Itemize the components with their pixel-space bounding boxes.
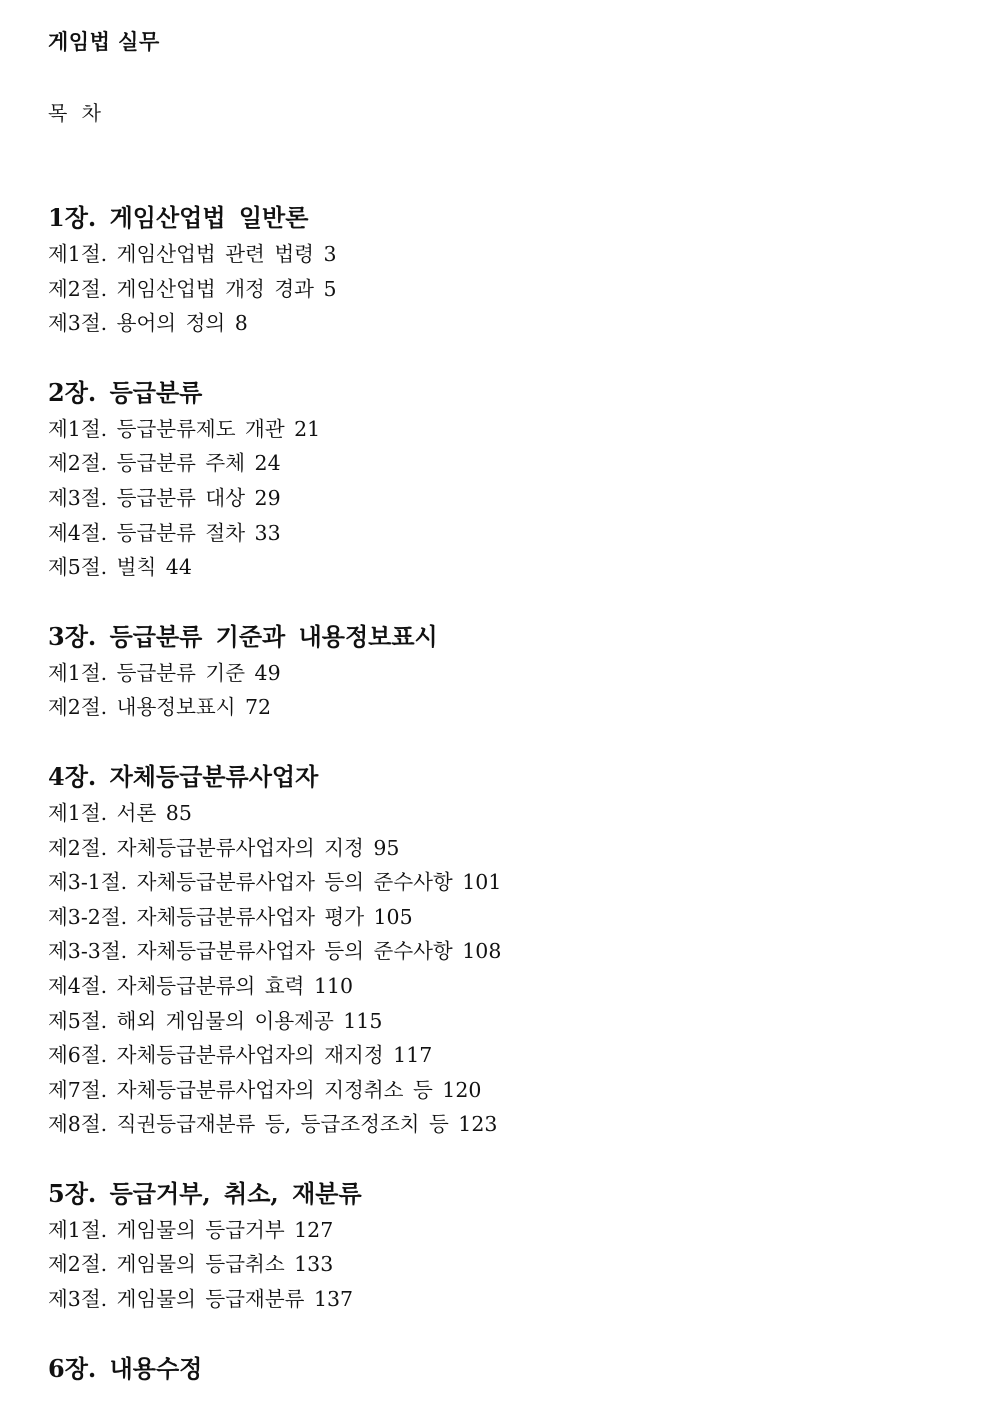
toc-section-entry: 제3-1절. 자체등급분류사업자 등의 준수사항 101 (48, 870, 502, 895)
toc-section-entry: 제2절. 내용정보표시 72 (48, 695, 272, 720)
chapter-title: 4장. 자체등급분류사업자 (48, 761, 319, 791)
chapter-title: 5장. 등급거부, 취소, 재분류 (48, 1178, 362, 1208)
toc-heading: 목 차 (48, 101, 105, 125)
toc-section-entry: 제1절. 게임산업법 관련 법령 3 (48, 242, 337, 266)
toc-section-entry: 제5절. 해외 게임물의 이용제공 115 (48, 1008, 383, 1033)
document-title: 게임법 실무 (48, 30, 160, 54)
toc-section-entry: 제1절. 등급분류 기준 49 (48, 660, 281, 685)
toc-section-entry: 제2절. 게임물의 등급취소 133 (48, 1252, 334, 1277)
chapter-title: 6장. 내용수정 (48, 1353, 203, 1383)
chapter-block (48, 374, 948, 585)
table-of-contents (48, 199, 948, 1421)
toc-section-entry: 제3절. 게임물의 등급재분류 137 (48, 1287, 354, 1312)
toc-section-entry: 제6절. 자체등급분류사업자의 재지정 117 (48, 1043, 433, 1068)
toc-section-entry: 제1절. 서론 85 (48, 800, 192, 825)
toc-section-entry: 제2절. 등급분류 주체 24 (48, 451, 281, 476)
chapter-title: 2장. 등급분류 (48, 377, 203, 407)
chapter-block (48, 1350, 948, 1388)
toc-section-entry: 제1절. 게임물의 등급거부 127 (48, 1217, 334, 1242)
toc-section-entry: 제7절. 자체등급분류사업자의 지정취소 등 120 (48, 1077, 482, 1102)
chapter-block (48, 1175, 948, 1317)
toc-section-entry: 제3절. 등급분류 대상 29 (48, 485, 281, 510)
toc-section-entry: 제8절. 직권등급재분류 등, 등급조정조치 등 123 (48, 1112, 498, 1137)
toc-section-entry: 제3-2절. 자체등급분류사업자 평가 105 (48, 904, 413, 929)
toc-section-entry: 제2절. 자체등급분류사업자의 지정 95 (48, 835, 400, 860)
chapter-title: 3장. 등급분류 기준과 내용정보표시 (48, 621, 438, 651)
toc-section-entry: 제1절. 등급분류제도 개관 21 (48, 416, 321, 441)
document-page (48, 0, 992, 1403)
toc-section-entry: 제5절. 벌칙 44 (48, 555, 192, 580)
toc-section-entry: 제4절. 자체등급분류의 효력 110 (48, 973, 354, 998)
toc-section-entry: 제2절. 게임산업법 개정 경과 5 (48, 276, 337, 301)
toc-section-entry: 제3-3절. 자체등급분류사업자 등의 준수사항 108 (48, 939, 502, 964)
toc-section-entry: 제3절. 용어의 정의 8 (48, 311, 248, 336)
toc-section-entry: 제4절. 등급분류 절차 33 (48, 520, 281, 545)
chapter-block (48, 758, 948, 1142)
chapter-title: 1장. 게임산업법 일반론 (48, 203, 309, 232)
chapter-block (48, 618, 948, 725)
chapter-block (48, 199, 948, 341)
